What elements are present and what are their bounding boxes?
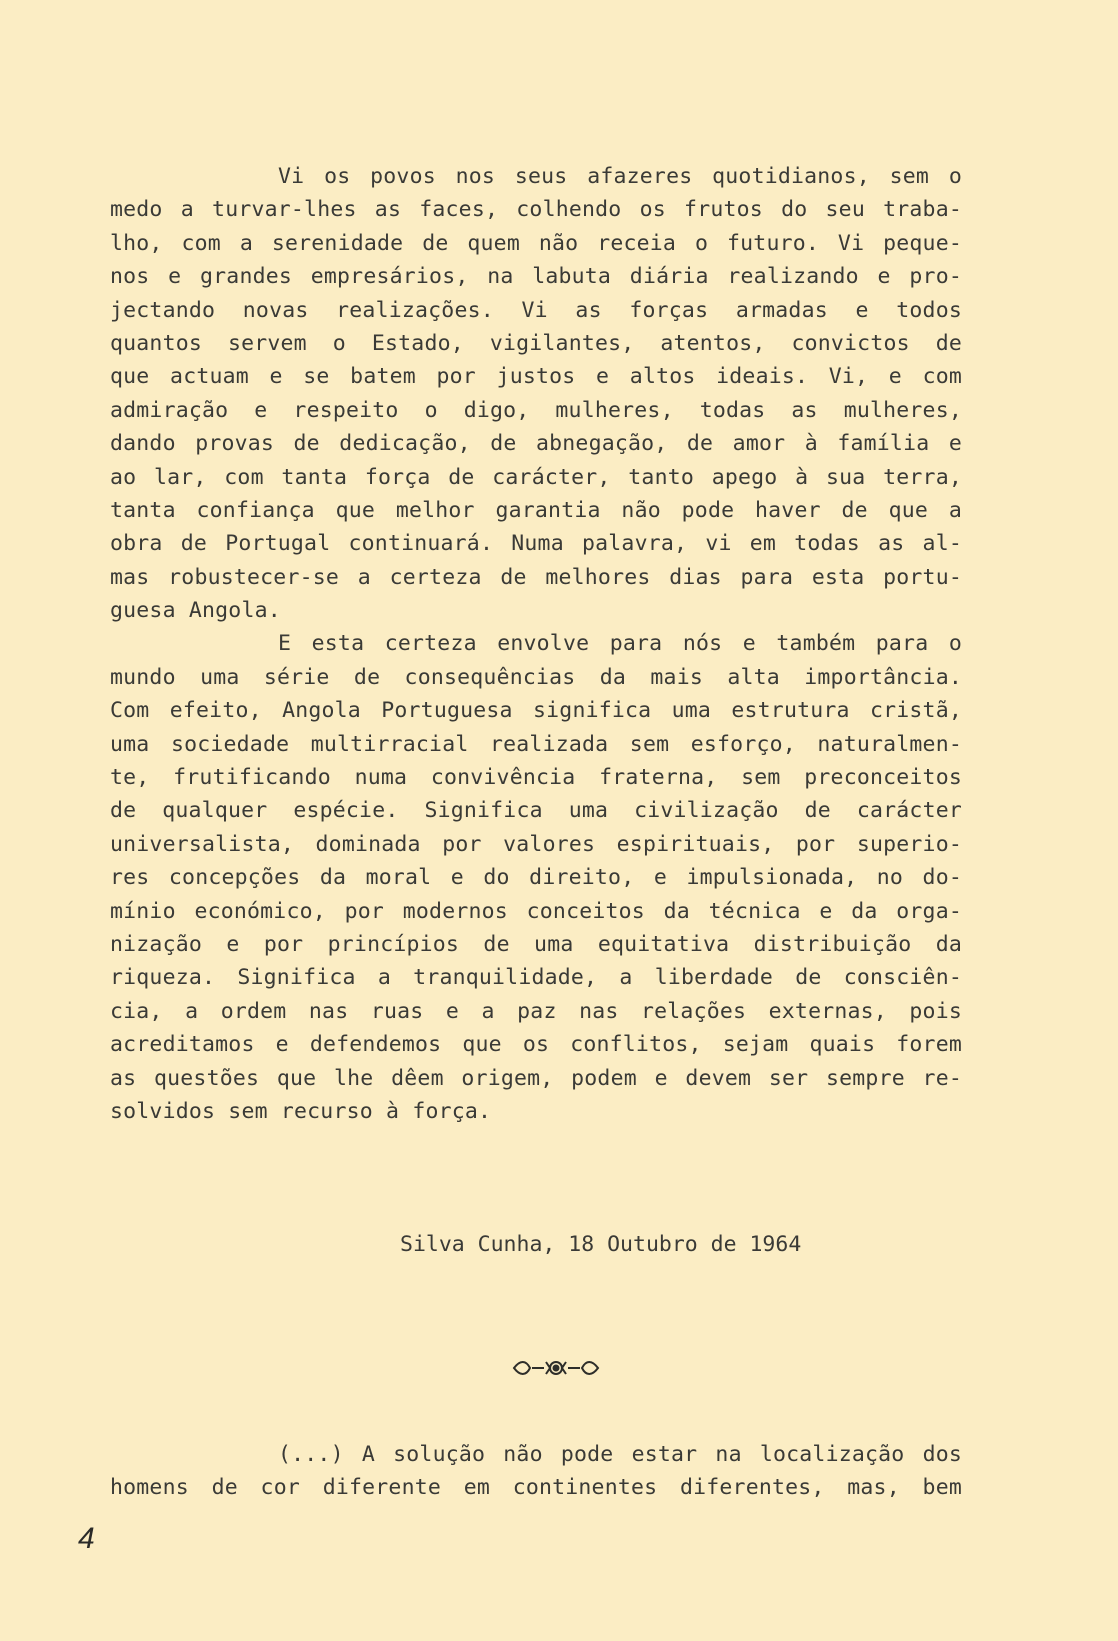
text-line: cia, a ordem nas ruas e a paz nas relações externas, pois	[110, 998, 962, 1024]
continuation-text	[110, 1438, 962, 1505]
text-line: quantos servem o Estado, vigilantes, atentos, convictos de	[110, 330, 962, 356]
text-line: (...) A solução não pode estar na localização dos	[278, 1442, 962, 1467]
text-line: medo a turvar-lhes as faces, colhendo os frutos do seu traba-	[110, 197, 962, 223]
text-line: Vi os povos nos seus afazeres quotidianos, sem o	[278, 164, 962, 189]
text-line: homens de cor diferente em continentes diferentes, mas, bem	[110, 1475, 962, 1501]
text-line: riqueza. Significa a tranquilidade, a liberdade de consciên-	[110, 965, 962, 991]
text-line: admiração e respeito o digo, mulheres, todas as mulheres,	[110, 397, 962, 423]
text-line: lho, com a serenidade de quem não receia o futuro. Vi peque-	[110, 230, 962, 256]
text-line: mundo uma série de consequências da mais alta importância.	[110, 664, 962, 690]
text-line: tanta confiança que melhor garantia não pode haver de que a	[110, 497, 962, 523]
signature-date: Silva Cunha, 18 Outubro de 1964	[400, 1232, 802, 1257]
text-line: uma sociedade multirracial realizada sem esforço, naturalmen-	[110, 731, 962, 757]
text-line: nização e por princípios de uma equitativa distribuição da	[110, 931, 962, 957]
text-line: mínio económico, por modernos conceitos da técnica e da orga-	[110, 898, 962, 924]
text-line: que actuam e se batem por justos e altos ideais. Vi, e com	[110, 364, 962, 390]
text-line: de qualquer espécie. Significa uma civilização de carácter	[110, 798, 962, 824]
text-line: nos e grandes empresários, na labuta diária realizando e pro-	[110, 264, 962, 290]
text-line: ao lar, com tanta força de carácter, tanto apego à sua terra,	[110, 464, 962, 490]
text-line: mas robustecer-se a certeza de melhores dias para esta portu-	[110, 564, 962, 590]
text-line: acreditamos e defendemos que os conflitos, sejam quais forem	[110, 1032, 962, 1058]
text-line: as questões que lhe dêem origem, podem e devem ser sempre re-	[110, 1065, 962, 1091]
text-line: Com efeito, Angola Portuguesa significa uma estrutura cristã,	[110, 698, 962, 724]
text-line: jectando novas realizações. Vi as forças armadas e todos	[110, 297, 962, 323]
text-line: guesa Angola.	[110, 598, 281, 624]
text-line: universalista, dominada por valores espirituais, por superio-	[110, 831, 962, 857]
ornament-divider-icon	[510, 1358, 602, 1378]
text-line: obra de Portugal continuará. Numa palavra, vi em todas as al-	[110, 531, 962, 557]
text-line: dando provas de dedicação, de abnegação, de amor à família e	[110, 431, 962, 457]
main-text	[110, 160, 962, 1128]
page-number: 4	[78, 1522, 95, 1555]
text-line: E esta certeza envolve para nós e também para o	[278, 631, 962, 657]
text-line: res concepções da moral e do direito, e impulsionada, no do-	[110, 865, 962, 891]
text-line: te, frutificando numa convivência fraterna, sem preconceitos	[110, 765, 962, 791]
text-line: solvidos sem recurso à força.	[110, 1098, 492, 1124]
